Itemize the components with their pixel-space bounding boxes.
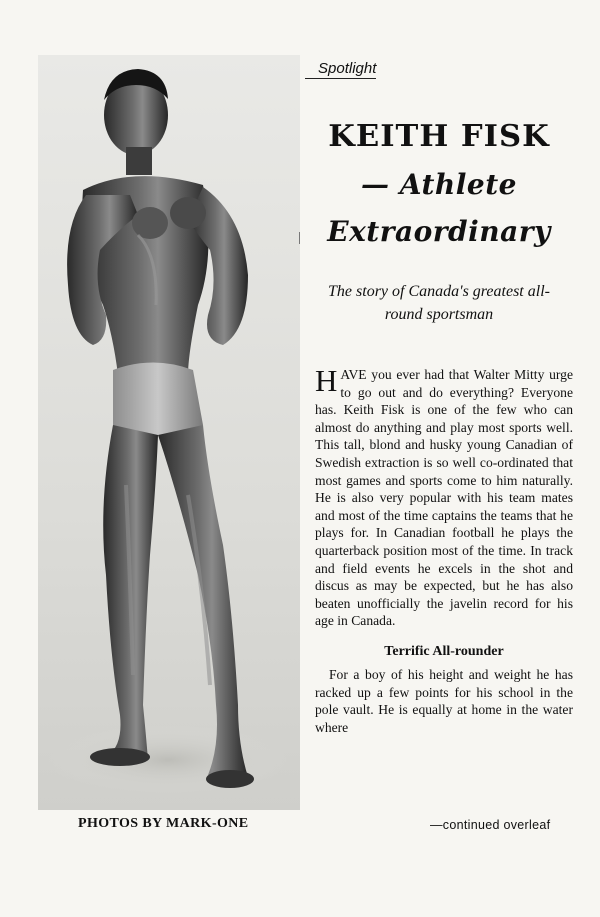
body-paragraph-1 bbox=[305, 363, 573, 630]
standfirst: The story of Canada's greatest all-round sportsman bbox=[328, 283, 550, 323]
headline-line-3: Extraordinary bbox=[327, 215, 551, 248]
photo-credit: PHOTOS BY MARK-ONE bbox=[78, 816, 249, 831]
margin-mark bbox=[299, 232, 300, 244]
athlete-figure-icon bbox=[38, 55, 300, 810]
continued-note: —continued overleaf bbox=[430, 818, 551, 832]
subhead: Terrific All-rounder bbox=[384, 643, 504, 659]
headline bbox=[305, 119, 573, 248]
section-tag: Spotlight bbox=[305, 60, 376, 79]
athlete-photo bbox=[38, 55, 300, 810]
headline-name: KEITH FISK bbox=[328, 119, 550, 154]
headline-line-2: — Athlete bbox=[361, 168, 517, 201]
body-paragraph-2: For a boy of his height and weight he has racked up a few points for his school in the pole vault. He is equally at home in the water where bbox=[315, 666, 573, 735]
drop-cap: H bbox=[315, 363, 338, 398]
paragraph-1-text: AVE you ever had that Walter Mitty urge to go out and do everything? Everyone has. Keith Fisk is one of the few who can almost do anything and play most sports well. This tall, blond and husky young Canadian of Swedish extraction is so well co-ordinated that most games and sports come to him naturally. He is also very popular with his team mates and most of the time captains the teams that he plays for. In Canadian football he plays the quarterback position most of the time. In track and field events he excels in the shot and discus as may be expected, but he has also beaten unofficially the javelin record for his age in Canada. bbox=[315, 367, 573, 629]
article-column bbox=[305, 55, 573, 736]
